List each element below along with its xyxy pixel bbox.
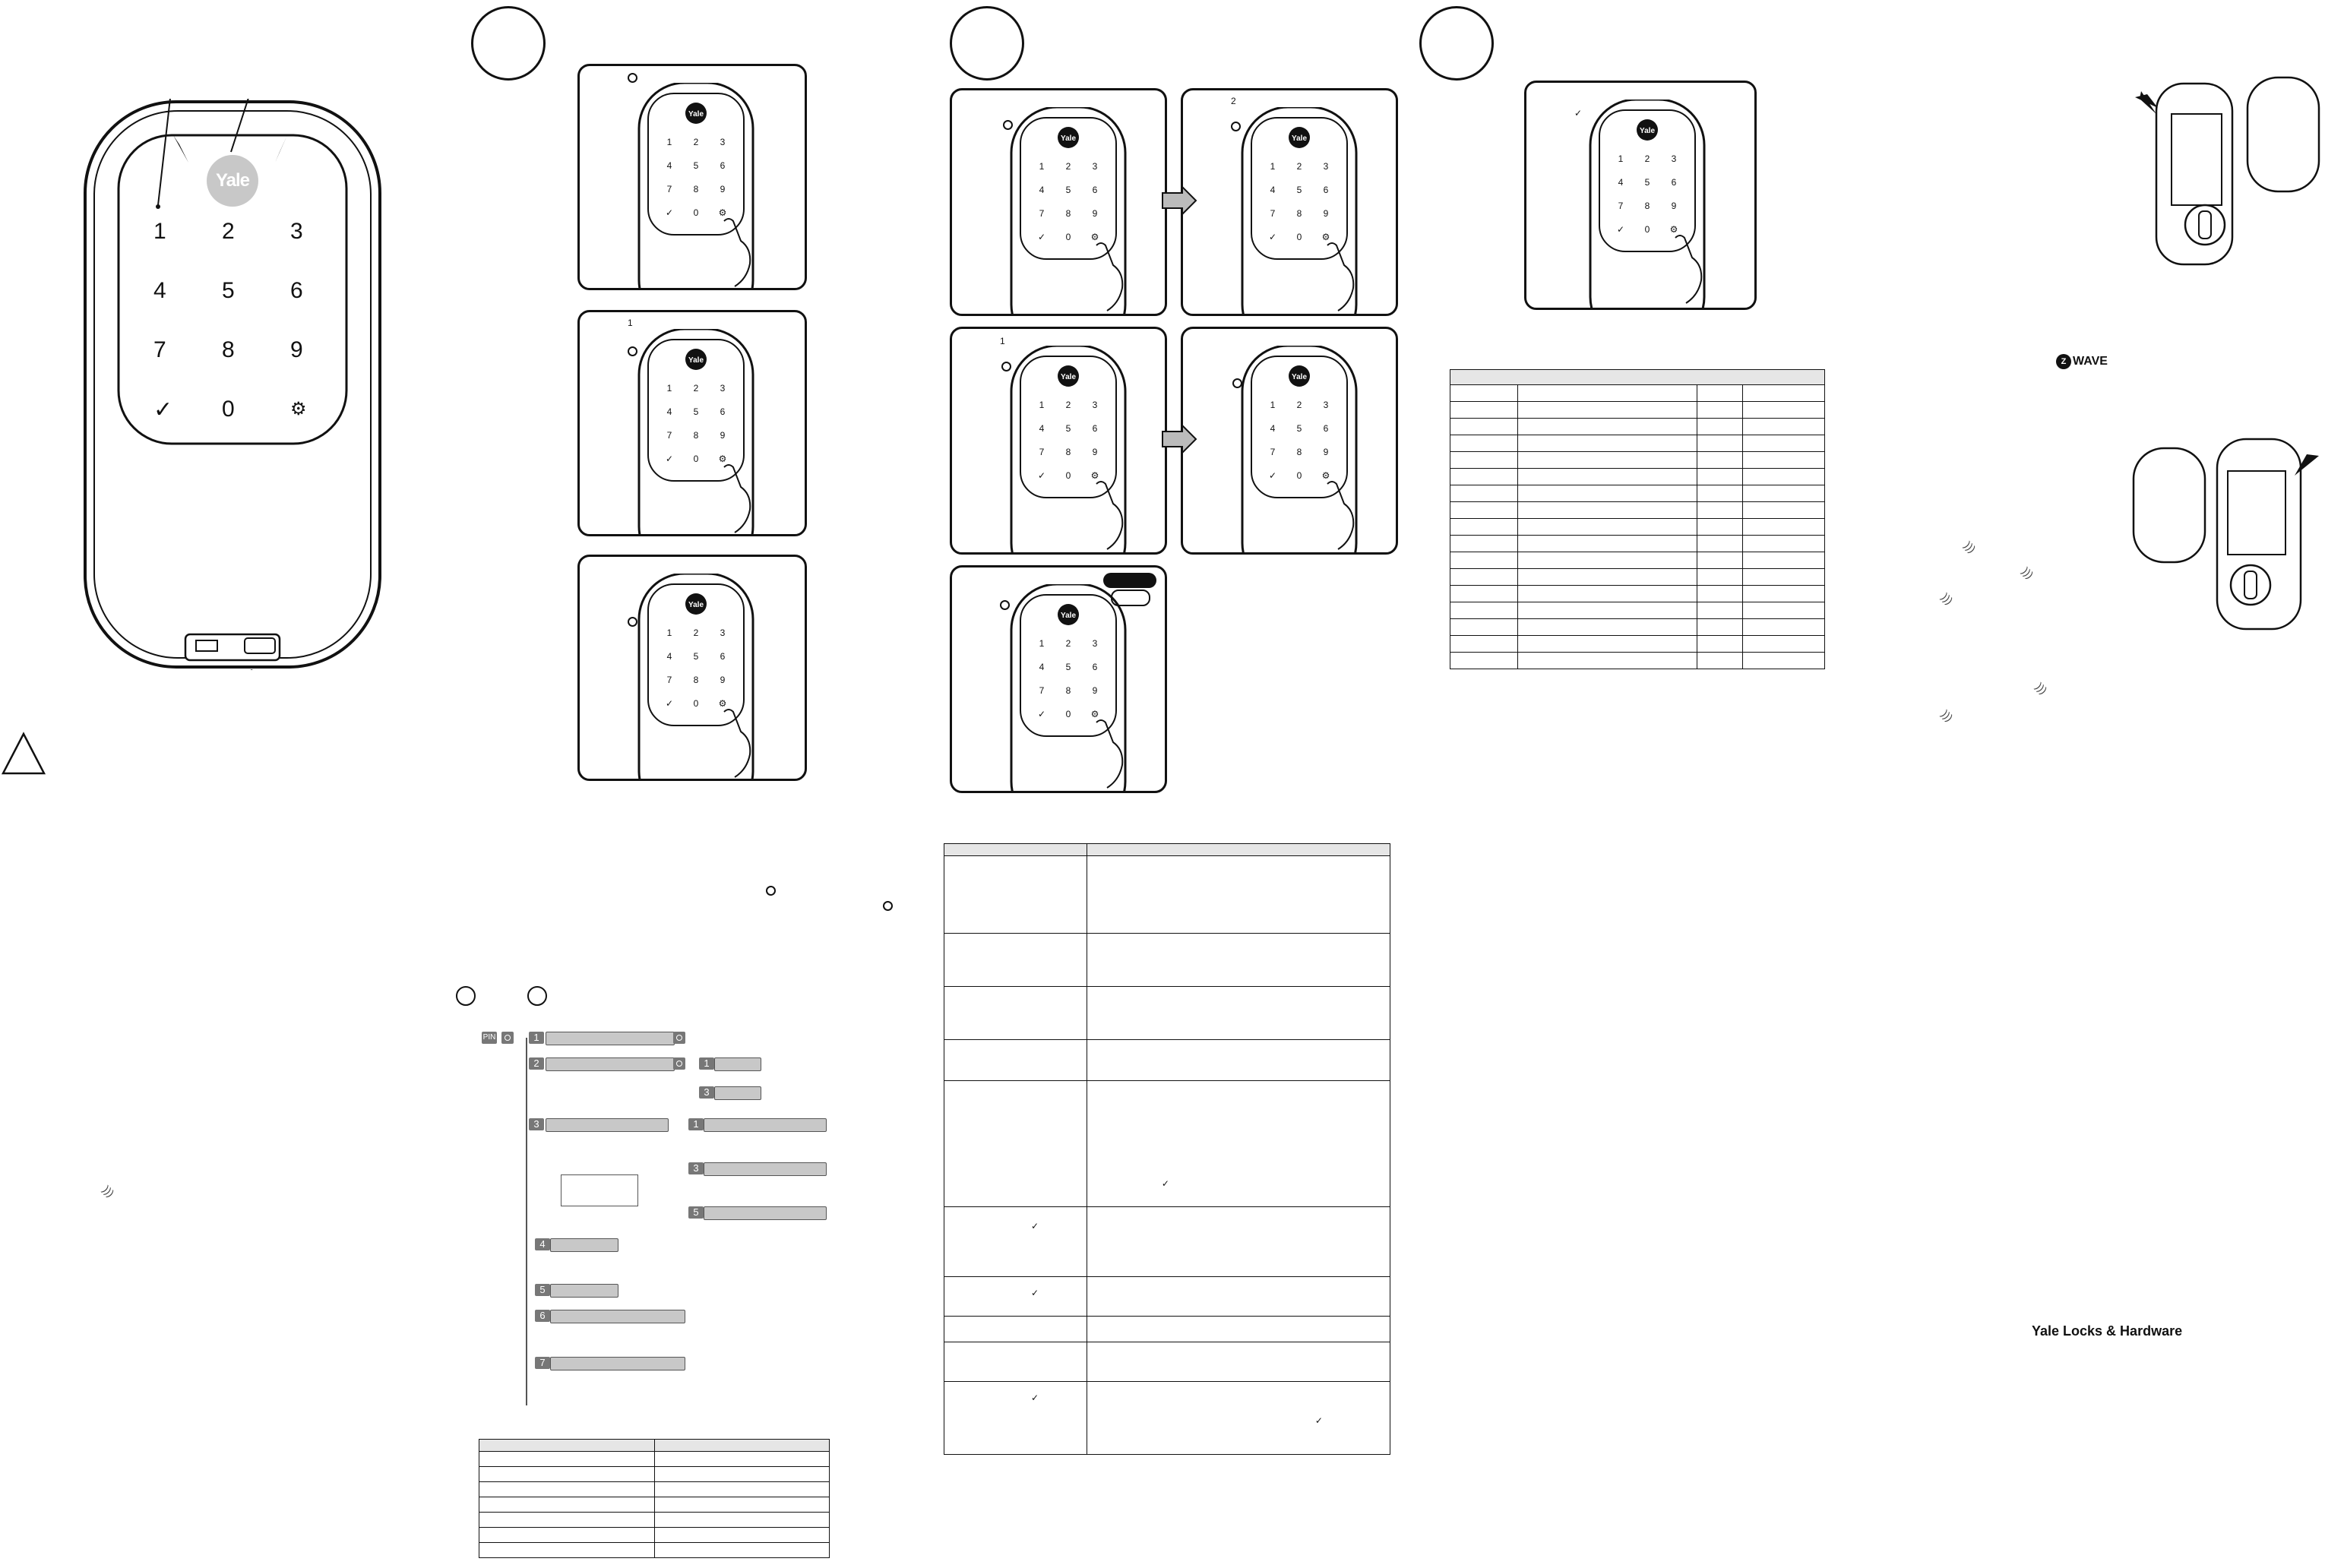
mini-key: 9 (720, 675, 726, 685)
mini-key: ✓ (665, 698, 674, 709)
mini-key: 4 (1039, 662, 1045, 672)
mini-key: 9 (1092, 685, 1098, 696)
signal-icon: ))) (1962, 539, 1979, 555)
table-row (1450, 452, 1825, 469)
panel-2b (1181, 88, 1398, 316)
yale-logo-text: Yale (688, 356, 704, 365)
mini-key: 8 (693, 184, 699, 194)
mini-key: 3 (1092, 161, 1098, 172)
mini-key: 7 (666, 184, 672, 194)
table-row (1450, 435, 1825, 452)
mini-key: 0 (1644, 224, 1650, 235)
flow-bar (714, 1057, 761, 1071)
mini-key: 6 (720, 406, 726, 417)
table-row (1450, 469, 1825, 485)
flow-diagram (456, 985, 935, 1410)
panel-2c (950, 327, 1167, 555)
mini-key: 4 (1618, 177, 1624, 188)
mini-key: 2 (1644, 153, 1650, 164)
table-row (1450, 569, 1825, 586)
yale-logo-text: Yale (1060, 134, 1077, 143)
mini-lock-svg (990, 107, 1167, 316)
mini-key: 9 (1092, 208, 1098, 219)
panel-2d (1181, 327, 1398, 555)
table-row (1450, 519, 1825, 536)
mini-key: 7 (1270, 208, 1276, 219)
mini-key: 0 (693, 698, 699, 709)
mini-key: ✓ (1037, 232, 1046, 242)
mini-key: 7 (1039, 447, 1045, 457)
mini-key: ⚙ (718, 207, 727, 218)
step-circle-2 (950, 6, 1024, 81)
flow-bar (704, 1206, 827, 1220)
mini-key: 2 (693, 628, 699, 638)
mini-lock-svg (1221, 107, 1398, 316)
footer-brand: Yale Locks & Hardware (2032, 1323, 2183, 1339)
mini-key: 7 (666, 675, 672, 685)
flow-key-2: 2 (529, 1057, 544, 1070)
table-row (1450, 602, 1825, 619)
table-row (1450, 502, 1825, 519)
table-row (1450, 586, 1825, 602)
flow-bar (550, 1238, 618, 1252)
mini-key: 7 (1039, 685, 1045, 696)
led-dot (1000, 600, 1010, 610)
arrow-right-icon (1161, 424, 1197, 458)
module-illustration-top (2135, 68, 2325, 277)
mini-lock-svg (618, 83, 800, 290)
mini-key: 5 (1296, 423, 1302, 434)
panel-2a (950, 88, 1167, 316)
mini-key: 0 (1296, 232, 1302, 242)
table-row (1450, 552, 1825, 569)
flow-bar (704, 1162, 827, 1176)
mini-key: 9 (1323, 208, 1329, 219)
mini-key: 3 (720, 628, 726, 638)
checkmark-icon: ✓ (1161, 1178, 1169, 1189)
mini-key: 3 (1323, 161, 1329, 172)
flow-end-key (673, 1032, 685, 1044)
yale-logo-text: Yale (1291, 373, 1308, 381)
table-row (1450, 419, 1825, 435)
mini-key: ⚙ (718, 698, 727, 709)
mini-key: 2 (1296, 400, 1302, 410)
mini-key: 1 (1270, 161, 1276, 172)
mini-key: 9 (1092, 447, 1098, 457)
flow-bar (704, 1118, 827, 1132)
flow-note-box (561, 1174, 638, 1206)
flow-circle-b (527, 986, 547, 1006)
yale-logo-text: Yale (1291, 134, 1308, 143)
mini-key: 1 (666, 137, 672, 147)
flow-bar (550, 1357, 685, 1370)
lock-illustration-main (82, 99, 383, 670)
flow-key-6: 6 (535, 1310, 550, 1322)
mini-key: 2 (1296, 161, 1302, 172)
mini-key: ⚙ (718, 454, 727, 464)
mini-key: ✓ (1268, 232, 1277, 242)
mini-key: 4 (666, 406, 672, 417)
mini-key: 0 (1296, 470, 1302, 481)
yale-logo-text: Yale (1639, 127, 1656, 135)
flow-bar (714, 1086, 761, 1100)
mini-key: 7 (1618, 201, 1624, 211)
mini-key: 1 (666, 628, 672, 638)
troubleshooting-table (944, 843, 1390, 1455)
hand-icon (1327, 482, 1353, 549)
mini-key: ⚙ (1090, 709, 1099, 719)
mini-key: ⚙ (1321, 470, 1330, 481)
arrow-right-icon (1161, 185, 1197, 220)
mini-key: 5 (1644, 177, 1650, 188)
mini-key: 5 (1065, 662, 1071, 672)
mini-key: 2 (1065, 161, 1071, 172)
mini-key: 0 (1065, 709, 1071, 719)
mini-key: 4 (1039, 423, 1045, 434)
mini-key: ⚙ (1669, 224, 1678, 235)
flow-bar (550, 1310, 685, 1323)
mini-key: 5 (693, 651, 699, 662)
mini-key: 1 (1039, 638, 1045, 649)
mini-key: 8 (1644, 201, 1650, 211)
mini-key: 8 (1296, 208, 1302, 219)
mini-key: 4 (666, 160, 672, 171)
mini-key: 5 (1065, 423, 1071, 434)
mini-lock-svg (1221, 346, 1398, 555)
hand-icon (724, 465, 750, 533)
key-4[interactable]: 4 (153, 278, 166, 303)
zwave-logo-icon: Z WAVE (2056, 354, 2108, 369)
mini-key: ✓ (665, 454, 674, 464)
mini-key: 7 (1039, 208, 1045, 219)
signal-icon: ))) (1939, 707, 1956, 724)
panel-1b (577, 310, 807, 536)
step-label-2: 2 (1231, 96, 1236, 106)
flow-end-key (673, 1057, 685, 1070)
table-row (1450, 402, 1825, 419)
mini-key: 1 (666, 383, 672, 394)
mini-key: 5 (1065, 185, 1071, 195)
checkmark-icon: ✓ (1031, 1288, 1039, 1298)
checkmark-icon: ✓ (1031, 1221, 1039, 1231)
warning-triangle-icon (0, 731, 47, 780)
mini-key: 3 (1092, 400, 1098, 410)
mini-key: 8 (693, 675, 699, 685)
table-row (1450, 385, 1825, 402)
hand-icon (1096, 720, 1122, 788)
key-0[interactable]: 0 (222, 397, 235, 422)
flow-circle-a (456, 986, 476, 1006)
panel-3a (1524, 81, 1757, 310)
mini-key: ✓ (1616, 224, 1625, 235)
panel-1c (577, 555, 807, 781)
mini-key: 6 (1092, 185, 1098, 195)
mini-key: 4 (1039, 185, 1045, 195)
status-badge (1103, 573, 1156, 588)
key-1[interactable]: 1 (153, 219, 166, 244)
mini-key: 9 (720, 430, 726, 441)
mini-key: 5 (693, 406, 699, 417)
module-illustration-bottom (2127, 433, 2325, 642)
mini-key: 6 (1671, 177, 1677, 188)
mini-key: 8 (1065, 685, 1071, 696)
mini-key: 2 (693, 383, 699, 394)
mini-key: ⚙ (1090, 232, 1099, 242)
mini-key: ✓ (665, 207, 674, 218)
yale-logo-text: Yale (1060, 373, 1077, 381)
mini-lock-svg (990, 346, 1167, 555)
flow-key-5: 5 (535, 1284, 550, 1296)
table-row (1450, 653, 1825, 669)
step-circle-3 (1419, 6, 1494, 81)
mini-key: 1 (1270, 400, 1276, 410)
hand-icon (724, 710, 750, 777)
mini-key: 3 (1323, 400, 1329, 410)
mini-key: 6 (720, 651, 726, 662)
flow-key-3: 3 (688, 1162, 704, 1174)
mini-key: 6 (1323, 423, 1329, 434)
panel-1a (577, 64, 807, 290)
mini-lock-svg (618, 574, 800, 781)
mini-key: 7 (666, 430, 672, 441)
mini-key: 2 (1065, 638, 1071, 649)
flow-key-4: 4 (535, 1238, 550, 1250)
mini-key: 2 (693, 137, 699, 147)
flow-key-3: 3 (699, 1086, 714, 1099)
checkmark-icon: ✓ (1314, 1415, 1323, 1426)
mini-key: 5 (693, 160, 699, 171)
flow-key-5: 5 (688, 1206, 704, 1219)
mini-key: 9 (1323, 447, 1329, 457)
signal-icon: ))) (2020, 564, 2036, 581)
led-dot (1231, 122, 1241, 131)
key-7[interactable]: 7 (153, 337, 166, 362)
mini-key: 0 (693, 454, 699, 464)
mini-key: 6 (1323, 185, 1329, 195)
mini-key: 0 (1065, 232, 1071, 242)
mini-key: ✓ (1037, 470, 1046, 481)
flow-key-1: 1 (699, 1057, 714, 1070)
key-check[interactable]: ✓ (153, 397, 173, 422)
mini-key: ✓ (1037, 709, 1046, 719)
table-row (1450, 485, 1825, 502)
led-dot (628, 73, 637, 83)
hand-icon (1096, 482, 1122, 549)
key-3[interactable]: 3 (290, 219, 303, 244)
flow-bar (546, 1118, 669, 1132)
table-row (1450, 536, 1825, 552)
key-gear[interactable]: ⚙ (290, 399, 307, 419)
mini-key: 6 (1092, 662, 1098, 672)
led-dot (1003, 120, 1013, 130)
status-badge-outline (1111, 590, 1150, 606)
key-8[interactable]: 8 (222, 337, 235, 362)
yale-logo-text: Yale (1060, 612, 1077, 620)
step-label-1: 1 (628, 318, 633, 328)
hand-icon (724, 219, 750, 286)
yale-logo-icon: Yale (207, 155, 258, 207)
mini-key: ⚙ (1321, 232, 1330, 242)
mini-key: 1 (1618, 153, 1624, 164)
signal-icon: ))) (1939, 590, 1956, 607)
led-dot (628, 346, 637, 356)
checkmark-icon: ✓ (1574, 108, 1583, 119)
key-5[interactable]: 5 (222, 278, 235, 303)
mini-key: 2 (1065, 400, 1071, 410)
mini-key: 4 (1270, 185, 1276, 195)
hand-icon (1327, 243, 1353, 311)
flow-key-3: 3 (529, 1118, 544, 1130)
mini-key: 8 (1065, 447, 1071, 457)
led-dot (883, 901, 893, 911)
mini-key: 4 (666, 651, 672, 662)
mini-key: 8 (693, 430, 699, 441)
mini-key: 9 (1671, 201, 1677, 211)
table-row (1450, 636, 1825, 653)
mini-key: 9 (720, 184, 726, 194)
led-dot (1232, 378, 1242, 388)
mini-key: 1 (1039, 161, 1045, 172)
led-dot (628, 617, 637, 627)
flow-key-1: 1 (688, 1118, 704, 1130)
mini-lock-svg (618, 329, 800, 536)
flow-bar (546, 1032, 675, 1045)
mini-lock-svg (1569, 100, 1751, 310)
flow-end-key (501, 1032, 514, 1044)
step-label-1b: 1 (1000, 336, 1005, 346)
mini-key: 6 (1092, 423, 1098, 434)
signal-icon: ))) (2033, 680, 2050, 697)
spec-table (1450, 369, 1825, 669)
flow-key-7: 7 (535, 1357, 550, 1369)
mini-key: 8 (1065, 208, 1071, 219)
signal-icon: ))) (100, 1183, 117, 1200)
key-2[interactable]: 2 (222, 219, 235, 244)
led-dot (766, 886, 776, 896)
flow-bar (546, 1057, 675, 1071)
flow-pin-key: PIN (482, 1032, 497, 1044)
mini-key: 7 (1270, 447, 1276, 457)
step-circle-1 (471, 6, 546, 81)
mini-key: ⚙ (1090, 470, 1099, 481)
mini-key: 8 (1296, 447, 1302, 457)
mini-key: 5 (1296, 185, 1302, 195)
mini-key: 1 (1039, 400, 1045, 410)
mini-key: 3 (1092, 638, 1098, 649)
mini-key: 3 (1671, 153, 1677, 164)
mini-key: 3 (720, 137, 726, 147)
yale-logo-text: Yale (688, 601, 704, 609)
table-row (1450, 619, 1825, 636)
hand-icon (1675, 236, 1701, 303)
settings-table-small (479, 1439, 830, 1558)
key-9[interactable]: 9 (290, 337, 303, 362)
checkmark-icon: ✓ (1031, 1393, 1039, 1403)
keypad-grid (143, 219, 325, 422)
flow-bar (550, 1284, 618, 1298)
key-6[interactable]: 6 (290, 278, 303, 303)
hand-icon (1096, 243, 1122, 311)
yale-logo-text: Yale (688, 110, 704, 119)
mini-key: ✓ (1268, 470, 1277, 481)
led-dot (1001, 362, 1011, 371)
mini-key: 0 (693, 207, 699, 218)
mini-key: 4 (1270, 423, 1276, 434)
mini-lock-svg (990, 584, 1167, 793)
mini-key: 0 (1065, 470, 1071, 481)
mini-key: 3 (720, 383, 726, 394)
flow-key-1: 1 (529, 1032, 544, 1044)
mini-key: 6 (720, 160, 726, 171)
